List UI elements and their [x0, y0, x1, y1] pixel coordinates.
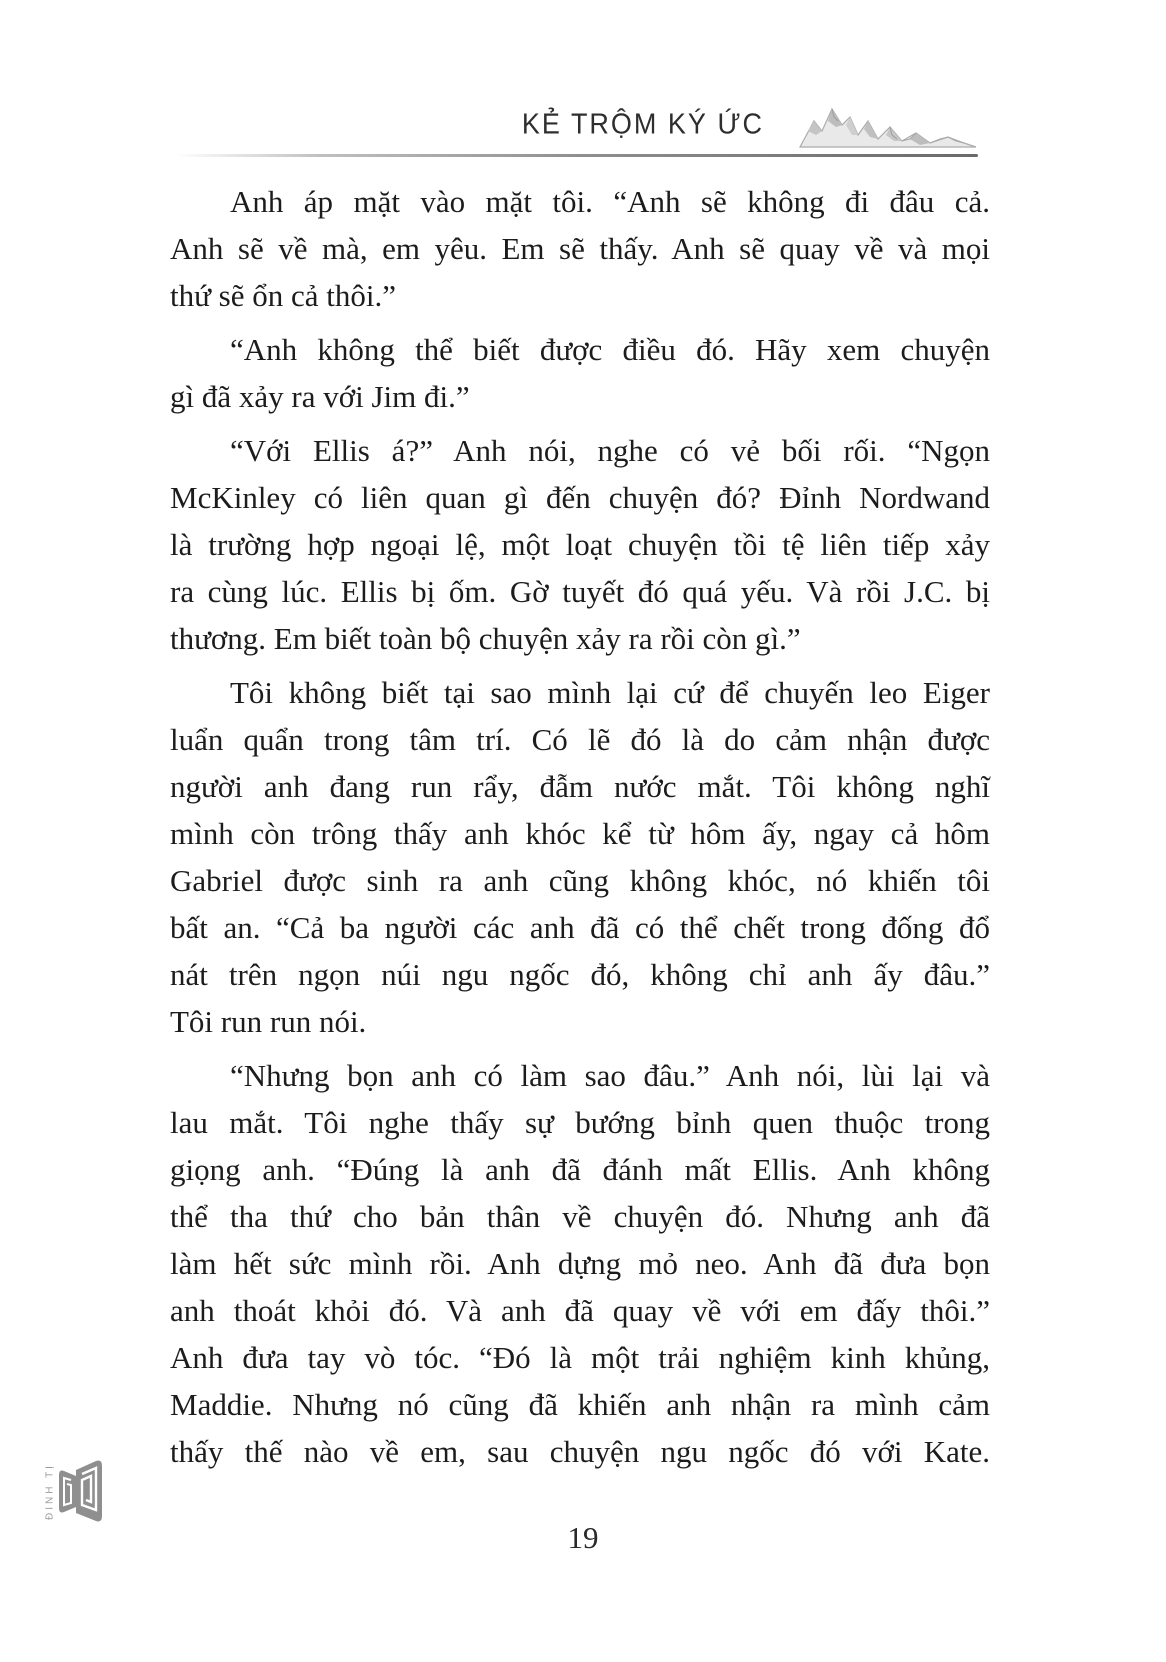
text-line: Gabriel được sinh ra anh cũng không khóc, nó khiến tôi	[170, 863, 990, 898]
header-divider-rule	[175, 154, 978, 157]
text-line: anh thoát khỏi đó. Và anh đã quay về với em đấy thôi.”	[170, 1293, 990, 1328]
paragraph	[170, 427, 990, 662]
text-line: Maddie. Nhưng nó cũng đã khiến anh nhận ra mình cảm	[170, 1387, 990, 1422]
text-line: thể tha thứ cho bản thân về chuyện đó. Nhưng anh đã	[170, 1199, 990, 1234]
paragraph	[170, 326, 990, 420]
text-line: là trường hợp ngoại lệ, một loạt chuyện tồi tệ liên tiếp xảy	[170, 527, 990, 562]
publisher-logo-label: ĐINH TỊ	[44, 1463, 56, 1520]
text-line: “Với Ellis á?” Anh nói, nghe có vẻ bối rối. “Ngọn	[230, 433, 990, 468]
text-line: Tôi không biết tại sao mình lại cứ để chuyến leo Eiger	[230, 675, 990, 710]
text-line: thương. Em biết toàn bộ chuyện xảy ra rồi còn gì.”	[170, 621, 801, 656]
text-line: “Anh không thể biết được điều đó. Hãy xem chuyện	[230, 332, 990, 367]
text-line: luẩn quẩn trong tâm trí. Có lẽ đó là do cảm nhận được	[170, 722, 990, 757]
paragraph	[170, 178, 990, 319]
text-line: Anh sẽ về mà, em yêu. Em sẽ thấy. Anh sẽ quay về và mọi	[170, 231, 990, 266]
mountain-range-icon	[798, 91, 978, 158]
text-line: McKinley có liên quan gì đến chuyện đó? Đỉnh Nordwand	[170, 480, 990, 515]
text-line: bất an. “Cả ba người các anh đã có thể chết trong đống đổ	[170, 910, 990, 945]
text-line: “Nhưng bọn anh có làm sao đâu.” Anh nói, lùi lại và	[230, 1058, 990, 1093]
body-text	[170, 178, 990, 1475]
text-line: mình còn trông thấy anh khóc kể từ hôm ấy, ngay cả hôm	[170, 816, 990, 851]
running-header-title: KẺ TRỘM KÝ ỨC	[521, 107, 764, 140]
text-line: Anh áp mặt vào mặt tôi. “Anh sẽ không đi đâu cả.	[230, 184, 990, 219]
paragraph	[170, 1052, 990, 1475]
text-line: giọng anh. “Đúng là anh đã đánh mất Ellis. Anh không	[170, 1152, 990, 1187]
page-number: 19	[567, 1520, 599, 1555]
text-line: Tôi run run nói.	[170, 1004, 367, 1039]
text-line: gì đã xảy ra với Jim đi.”	[170, 379, 470, 414]
publisher-logo-icon	[56, 1458, 104, 1526]
text-line: người anh đang run rẩy, đẫm nước mắt. Tôi không nghĩ	[170, 769, 990, 804]
paragraph	[170, 669, 990, 1045]
text-line: thứ sẽ ổn cả thôi.”	[170, 278, 396, 313]
text-line: làm hết sức mình rồi. Anh dựng mỏ neo. Anh đã đưa bọn	[170, 1246, 990, 1281]
text-line: lau mắt. Tôi nghe thấy sự bướng bỉnh quen thuộc trong	[170, 1105, 990, 1140]
text-line: nát trên ngọn núi ngu ngốc đó, không chỉ anh ấy đâu.”	[170, 957, 990, 992]
page-header	[175, 92, 978, 156]
text-line: thấy thế nào về em, sau chuyện ngu ngốc đó với Kate.	[170, 1434, 990, 1469]
text-line: ra cùng lúc. Ellis bị ốm. Gờ tuyết đó quá yếu. Và rồi J.C. bị	[170, 574, 990, 609]
text-line: Anh đưa tay vò tóc. “Đó là một trải nghiệm kinh khủng,	[170, 1340, 990, 1375]
